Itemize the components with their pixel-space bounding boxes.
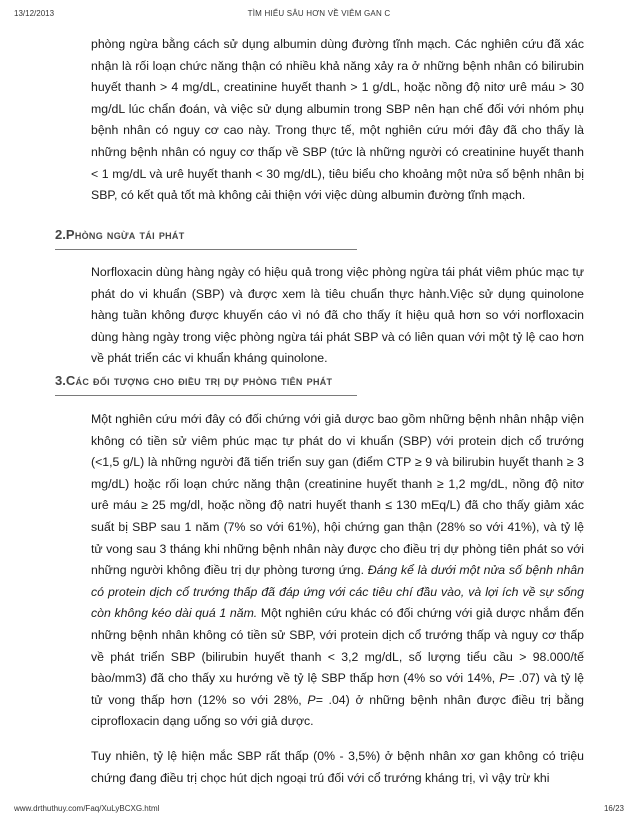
section-title: Các đối tượng cho điều trị dự phòng tiên phát — [65, 373, 333, 388]
section-heading-2 — [55, 227, 357, 250]
text-run: Một nghiên cứu khác có đối chứng với giả dược nhắm đến những bệnh nhân không có tiền sử SBP, với protein dịch cổ trướng thấp và nguy cơ thấp về phát triển SBP (bilirubin huyết thanh < 3,2 mg/dL, số lượng tiểu cầu > 98.000/tế bào/mm3) đã cho thấy xu hướng về tỷ lệ SBP thấp hơn (4% so với 14%, — [91, 606, 584, 686]
paragraph-primary-prophylaxis — [91, 409, 584, 733]
p-value-label: P= — [307, 692, 323, 707]
paragraph-prevalence: Tuy nhiên, tỷ lệ hiện mắc SBP rất thấp (0% - 3,5%) ở bệnh nhân xơ gan không có triệu chứng đang điều trị chọc hút dịch ngoại trú đối với cổ trướng kháng trị, vì vậy trừ khi — [91, 749, 584, 785]
section-heading-3 — [55, 373, 357, 396]
text-run: .07) và tỷ lệ tử vong thấp hơn (12% so với 28%, — [91, 671, 584, 707]
section-number: 3. — [55, 373, 66, 388]
page-header — [14, 9, 624, 21]
p-value-label: P= — [499, 671, 515, 686]
page-footer — [14, 804, 624, 816]
paragraph-norfloxacin: Norfloxacin dùng hàng ngày có hiệu quả trong việc phòng ngừa tái phát viêm phúc mạc tự phát do vi khuẩn (SBP) và được xem là tiêu chuẩn thực hành.Việc sử dụng quinolone hàng tuần không được khuyến cáo vì nó đã cho thấy ít hiệu quả hơn so với norfloxacin dùng hàng ngày trong việc phòng ngừa tái phát SBP và có liên quan với một tỷ lệ cao hơn về phát triển các vi khuẩn kháng quinolone. — [91, 265, 584, 366]
section-title: Phòng ngừa tái phát — [65, 227, 185, 242]
section-number: 2. — [55, 227, 66, 242]
emphasis-text: Đáng kể là dưới một nửa số bệnh nhân có protein dịch cổ trướng thấp đã đáp ứng với các tiêu chí đầu vào, và lợi ích về sự sống còn không kéo dài quá 1 năm. — [91, 563, 584, 621]
print-date: 13/12/2013 — [14, 9, 55, 18]
text-run: .04) ở những bệnh nhân được điều trị bằng ciprofloxacin dạng uống so với giả dược. — [91, 692, 584, 729]
page-title: TÌM HIỂU SÂU HƠN VỀ VIÊM GAN C — [247, 9, 391, 18]
source-url: www.drthuthuy.com/Faq/XuLyBCXG.html — [14, 804, 160, 813]
page-number: 16/23 — [603, 804, 624, 813]
paragraph-albumin: phòng ngừa bằng cách sử dụng albumin dùng đường tĩnh mạch. Các nghiên cứu đã xác nhận là rối loạn chức năng thận có nhiều khả năng xảy ra ở những bệnh nhân có bilirubin huyết thanh > 4 mg/dL, creatinine huyết thanh > 1 g/dL, hoặc nồng độ nitơ urê máu > 30 mg/dL lúc chẩn đoán, và việc sử dụng albumin trong SBP nên hạn chế đối với nhóm phụ bệnh nhân có nguy cơ cao này. Trong thực tế, một nghiên cứu mới đây đã cho thấy là những bệnh nhân có nguy cơ thấp về SBP (tức là những người có creatinine huyết thanh < 1 mg/dL và urê huyết thanh < 30 mg/dL), tiêu biểu cho khoảng một nửa số bệnh nhân bị SBP, có kết quả tốt mà không cải thiện với việc dùng albumin đường tĩnh mạch. — [91, 37, 584, 203]
text-run: Một nghiên cứu mới đây có đối chứng với giả dược bao gồm những bệnh nhân nhập viện không có tiền sử viêm phúc mạc tự phát do vi khuẩn (SBP) với protein dịch cổ trướng (<1,5 g/L) là những người đã tiến triển suy gan (điểm CTP ≥ 9 và bilirubin huyết thanh ≥ 3 mg/dL) hoặc rối loạn chức năng thận (creatinine huyết thanh ≥ 1,2 mg/dL, nồng độ nitơ urê máu ≥ 25 mg/dl, hoặc nồng độ natri huyết thanh ≤ 130 mEq/L) đã cho thấy giảm xác suất bị SBP sau 1 năm (7% so với 61%), hội chứng gan thận (28% so với 41%), và tỷ lệ tử vong sau 3 tháng khi những bệnh nhân này được cho điều trị dự phòng tiên phát so với những người không điều trị dự phòng tương ứng. — [91, 412, 584, 578]
